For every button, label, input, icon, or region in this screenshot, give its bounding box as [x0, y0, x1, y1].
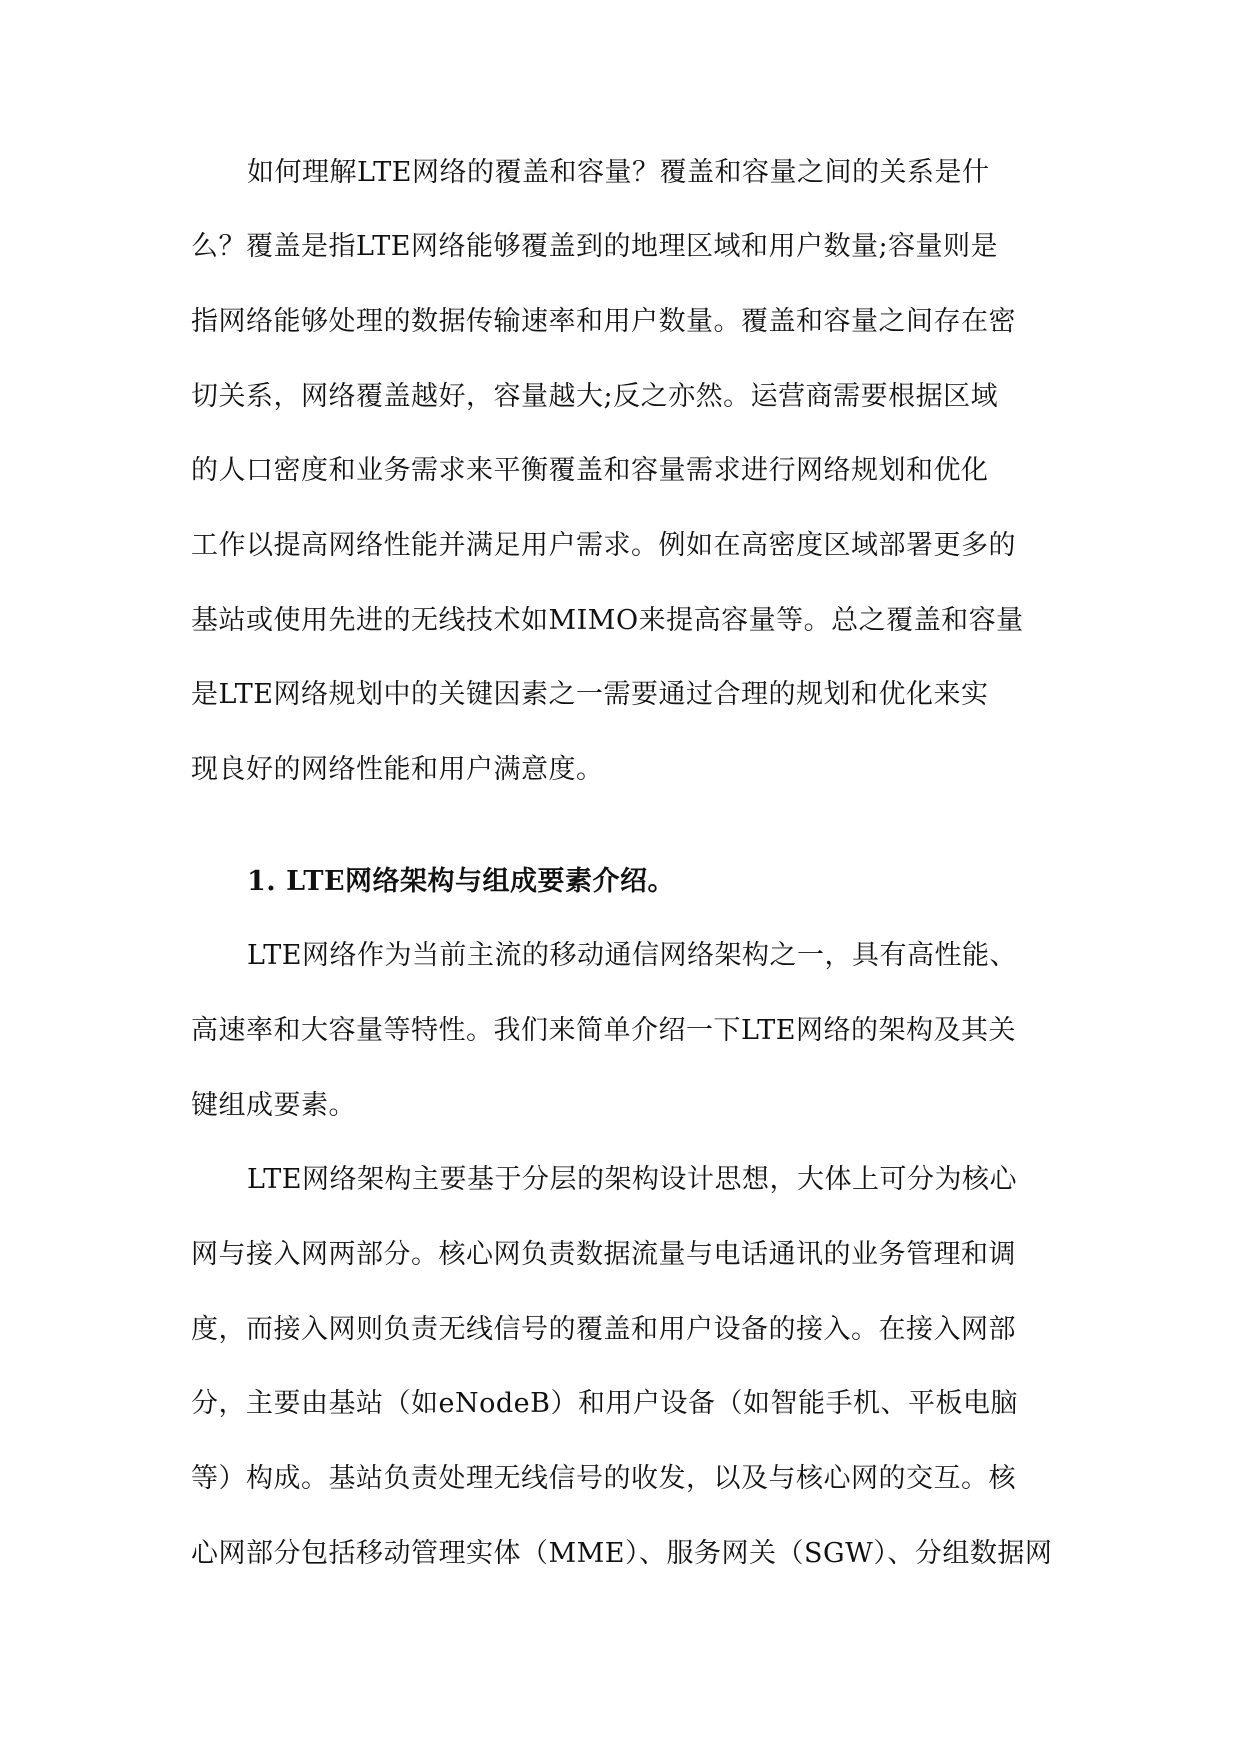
- paragraph-3-line-2: 网与接入网两部分。核心网负责数据流量与电话通讯的业务管理和调: [191, 1239, 1016, 1270]
- paragraph-3-line-4: 分，主要由基站（如eNodeB）和用户设备（如智能手机、平板电脑: [191, 1388, 1018, 1419]
- paragraph-3-line-1: LTE网络架构主要基于分层的架构设计思想，大体上可分为核心: [247, 1164, 1017, 1195]
- paragraph-2-line-1: LTE网络作为当前主流的移动通信网络架构之一，具有高性能、: [247, 940, 1017, 971]
- paragraph-1-line-5: 的人口密度和业务需求来平衡覆盖和容量需求进行网络规划和优化: [191, 455, 989, 486]
- paragraph-1-line-7: 基站或使用先进的无线技术如MIMO来提高容量等。总之覆盖和容量: [191, 605, 1024, 636]
- paragraph-1-line-6: 工作以提高网络性能并满足用户需求。例如在高密度区域部署更多的: [191, 530, 1016, 561]
- paragraph-3-line-3: 度，而接入网则负责无线信号的覆盖和用户设备的接入。在接入网部: [191, 1314, 1016, 1345]
- paragraph-1-line-8: 是LTE网络规划中的关键因素之一需要通过合理的规划和优化来实: [191, 679, 989, 710]
- section-heading: 1. LTE网络架构与组成要素介绍。: [247, 866, 676, 897]
- paragraph-1-line-3: 指网络能够处理的数据传输速率和用户数量。覆盖和容量之间存在密: [191, 306, 1016, 337]
- paragraph-1-line-1: 如何理解LTE网络的覆盖和容量？覆盖和容量之间的关系是什: [247, 157, 990, 188]
- paragraph-1-line-9: 现良好的网络性能和用户满意度。: [191, 754, 604, 785]
- paragraph-1-line-4: 切关系，网络覆盖越好，容量越大;反之亦然。运营商需要根据区域: [191, 381, 999, 412]
- paragraph-1-line-2: 么？覆盖是指LTE网络能够覆盖到的地理区域和用户数量;容量则是: [191, 231, 999, 262]
- paragraph-2-line-3: 键组成要素。: [191, 1090, 356, 1121]
- paragraph-2-line-2: 高速率和大容量等特性。我们来简单介绍一下LTE网络的架构及其关: [191, 1015, 1016, 1046]
- paragraph-3-line-5: 等）构成。基站负责处理无线信号的收发，以及与核心网的交互。核: [191, 1463, 1016, 1494]
- paragraph-3-line-6: 心网部分包括移动管理实体（MME）、服务网关（SGW）、分组数据网: [191, 1538, 1053, 1569]
